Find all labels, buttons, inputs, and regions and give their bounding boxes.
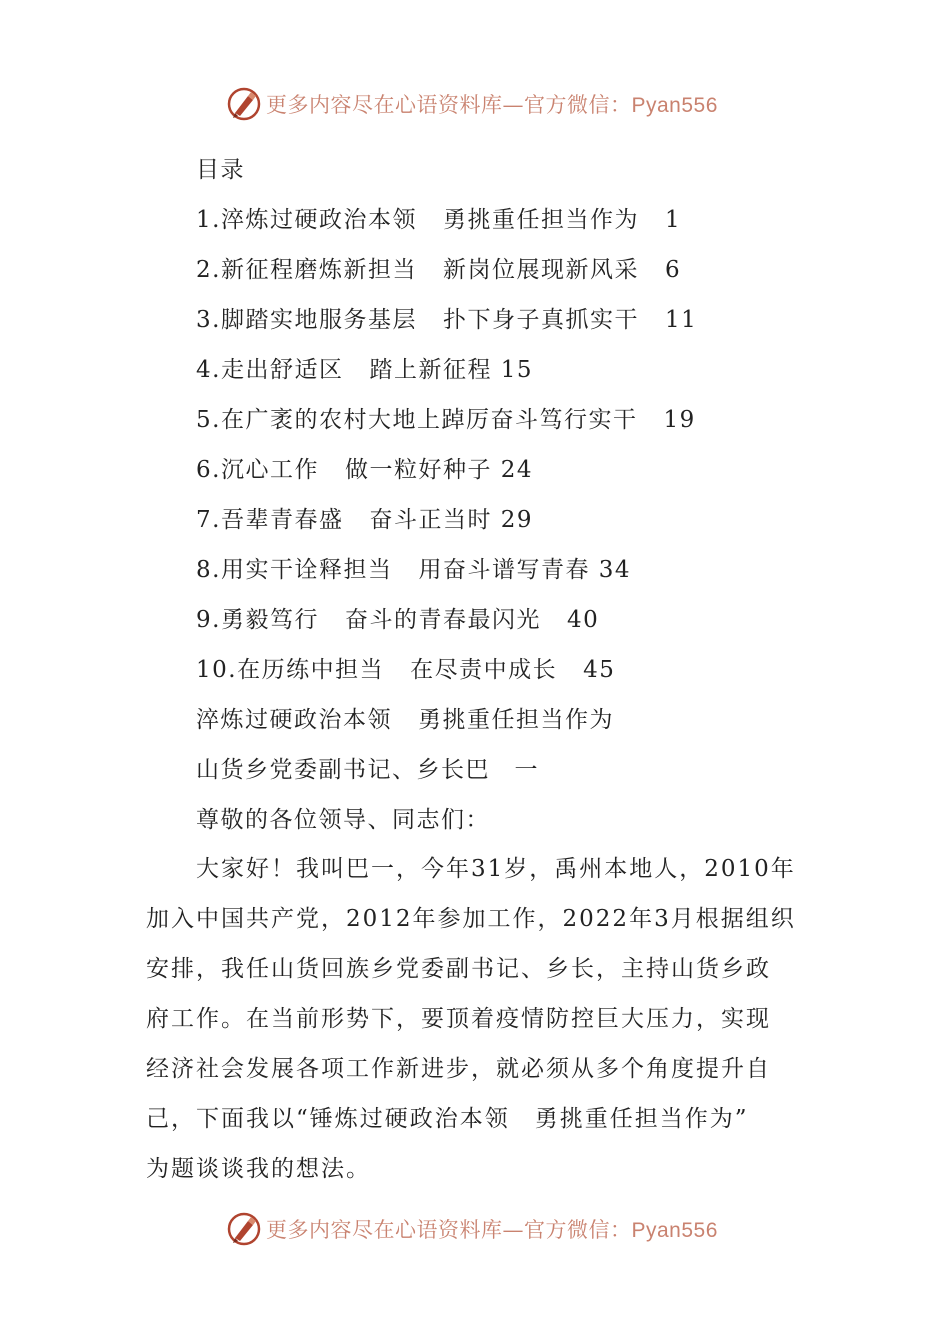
header-banner	[226, 83, 746, 125]
article-author: 山货乡党委副书记、乡长巴 一	[196, 757, 539, 783]
pen-logo-icon	[226, 1211, 262, 1247]
paragraph-line: 加入中国共产党，2012年参加工作，2022年3月根据组织	[146, 906, 796, 932]
toc-item: 5.在广袤的农村大地上踔厉奋斗笃行实干 19	[196, 407, 696, 433]
toc-item: 9.勇毅笃行 奋斗的青春最闪光 40	[196, 607, 600, 633]
pen-logo-icon	[226, 86, 262, 122]
toc-item: 8.用实干诠释担当 用奋斗谱写青春 34	[196, 557, 632, 583]
paragraph-line: 府工作。在当前形势下，要顶着疫情防控巨大压力，实现	[146, 1006, 771, 1032]
banner-wechat-id: Pyan556	[631, 94, 718, 117]
paragraph-line: 安排，我任山货回族乡党委副书记、乡长，主持山货乡政	[146, 956, 771, 982]
toc-title: 目录	[196, 157, 245, 183]
toc-item: 3.脚踏实地服务基层 扑下身子真抓实干 11	[196, 307, 698, 333]
footer-banner	[226, 1208, 746, 1250]
paragraph-line: 大家好！我叫巴一，今年31岁，禹州本地人，2010年	[196, 856, 796, 882]
article-greeting: 尊敬的各位领导、同志们：	[196, 807, 490, 833]
toc-item: 6.沉心工作 做一粒好种子 24	[196, 457, 534, 483]
toc-item: 4.走出舒适区 踏上新征程 15	[196, 357, 534, 383]
toc-item: 7.吾辈青春盛 奋斗正当时 29	[196, 507, 534, 533]
paragraph-line: 己，下面我以“锤炼过硬政治本领 勇挑重任担当作为”	[146, 1106, 749, 1132]
banner-wechat-id: Pyan556	[631, 1219, 718, 1242]
toc-item: 2.新征程磨炼新担当 新岗位展现新风采 6	[196, 257, 682, 283]
paragraph-line: 为题谈谈我的想法。	[146, 1156, 371, 1182]
toc-item: 1.淬炼过硬政治本领 勇挑重任担当作为 1	[196, 207, 682, 233]
paragraph-line: 经济社会发展各项工作新进步，就必须从多个角度提升自	[146, 1056, 771, 1082]
article-title: 淬炼过硬政治本领 勇挑重任担当作为	[196, 707, 614, 733]
banner-text: 更多内容尽在心语资料库—官方微信：Pyan556	[266, 93, 718, 117]
toc-item: 10.在历练中担当 在尽责中成长 45	[196, 657, 616, 683]
banner-text: 更多内容尽在心语资料库—官方微信：Pyan556	[266, 1218, 718, 1242]
